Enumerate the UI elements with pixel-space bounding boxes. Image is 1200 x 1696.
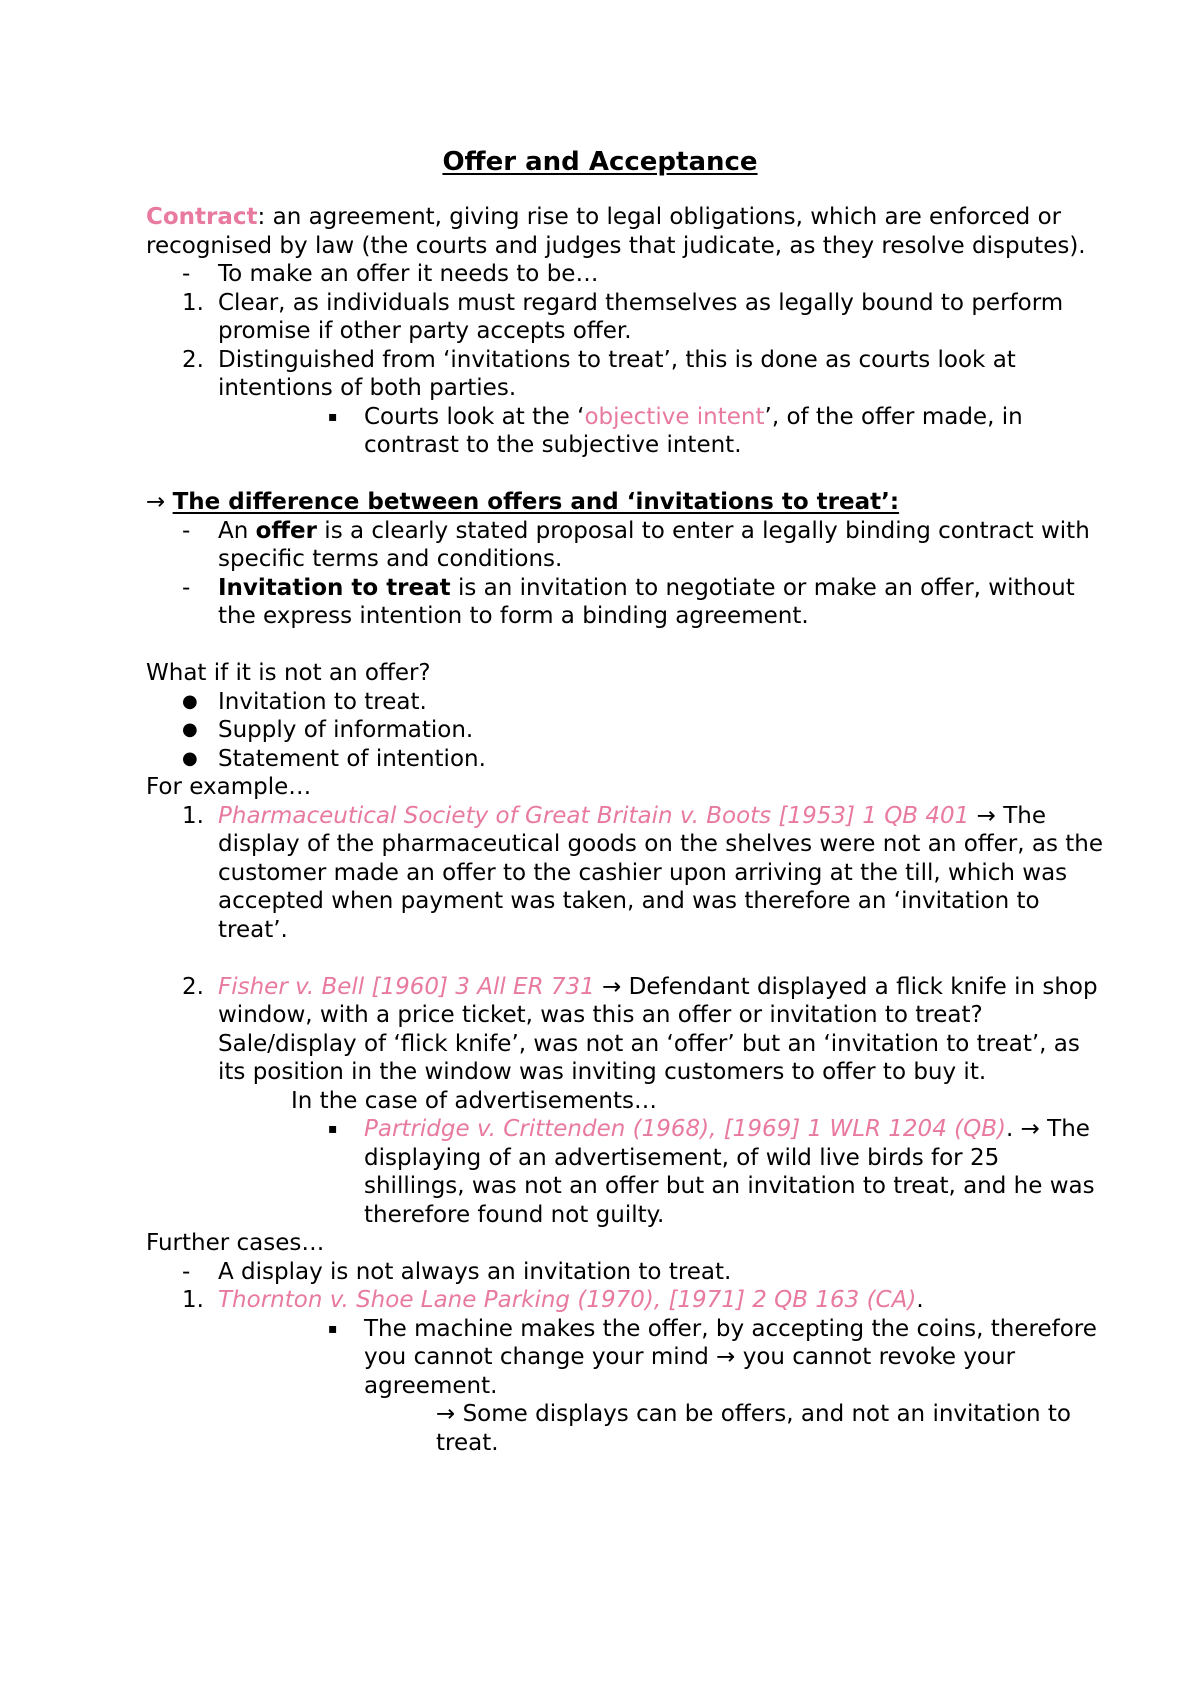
case-2-text [218,973,1106,1087]
objective-text [364,403,1106,460]
list-item-case-2 [146,973,1106,1087]
dash-bullet: - [182,261,191,287]
case-2-description: → Defendant displayed a flick knife in shop window, with a price ticket, was this an offer or invitation to treat? Sale/display of ‘flick knife’, was not an ‘offer’ but an ‘invitation to treat’, as its position in the window was inviting customers to offer to buy it. [218,973,1098,1085]
difference-heading [146,488,1106,517]
list-number: 1. [182,1287,204,1313]
spacer [146,944,1106,973]
list-item-offer-def [146,517,1106,574]
offer-def-text [218,517,1106,574]
offer-post: is a clearly stated proposal to enter a legally binding contract with specific terms and conditions. [218,517,1090,572]
advert-intro: In the case of advertisements… [291,1087,657,1114]
square-bullet-icon: ▪ [328,408,338,425]
some-displays: → Some displays can be offers, and not an invitation to treat. [436,1401,1071,1456]
case-3-name: Partridge v. Crittenden (1968), [1969] 1 WLR 1204 (QB) [364,1116,1006,1142]
not-offer-item: Supply of information. [218,717,474,743]
offer-pre: An [218,517,256,544]
not-offer-question: What if it is not an offer? [146,660,431,686]
display-note-text: A display is not always an invitation to treat. [218,1258,732,1285]
document-body [146,203,1106,1457]
list-number: 2. [182,346,204,373]
for-example: For example… [146,774,312,800]
case-4-text [218,1286,1106,1315]
dot-bullet-icon: ● [182,719,198,740]
difference-heading-text: The difference between offers and ‘invitations to treat’: [172,489,900,515]
itt-def-text [218,574,1106,631]
objective-post: ’, of the offer made, in contrast to the subjective intent. [364,403,1023,458]
objective-pre: Courts look at the ‘ [364,403,585,430]
case-3-text [364,1115,1106,1229]
list-item-machine [146,1315,1106,1401]
dot-bullet-icon: ● [182,747,198,769]
list-item-objective [146,403,1106,460]
itt-term: Invitation to treat [218,574,451,601]
contract-definition [146,203,1106,260]
list-item-display-note [146,1258,1106,1287]
list-item-not-offer-1 [146,688,1106,717]
case-3-description: . → The displaying of an advertisement, of wild live birds for 25 shillings, was not an offer but an invitation to treat, and he was therefore found not guilty. [364,1116,1095,1228]
not-offer-item: Statement of intention. [218,745,486,772]
objective-term: objective intent [584,403,765,430]
case-2-name: Fisher v. Bell [1960] 3 All ER 731 [218,973,595,1000]
square-bullet-icon: ▪ [328,1320,338,1337]
dash-bullet: - [182,574,191,601]
square-bullet-icon: ▪ [328,1121,338,1137]
case-4-description: . [916,1287,924,1313]
list-item-not-offer-3 [146,745,1106,774]
list-number: 1. [182,289,204,316]
spacer [146,631,1106,660]
list-item-case-1 [146,802,1106,945]
further-cases: Further cases… [146,1230,325,1256]
list-item-not-offer-2 [146,716,1106,745]
offer-term: offer [255,517,317,544]
list-item-req-1 [146,289,1106,346]
list-item-case-4 [146,1286,1106,1315]
case-1-name: Pharmaceutical Society of Great Britain v. Boots [1953] 1 QB 401 [218,802,970,829]
contract-term: Contract [146,204,258,230]
list-number: 2. [182,973,204,1000]
arrow-icon: → [146,489,173,515]
list-item-itt-def [146,574,1106,631]
dot-bullet-icon: ● [182,690,198,712]
case-4-name: Thornton v. Shoe Lane Parking (1970), [1971] 2 QB 163 (CA) [218,1287,917,1313]
dash-bullet: - [182,517,191,544]
list-item-req-2 [146,346,1106,403]
not-offer-item: Invitation to treat. [218,688,427,715]
document-title: Offer and Acceptance [442,147,758,177]
case-1-text [218,802,1106,945]
case-1-description: → The display of the pharmaceutical goods on the shelves were not an offer, as the customer made an offer to the cashier upon arriving at the till, which was accepted when payment was taken, and was therefore an ‘invitation to treat’. [218,802,1103,943]
dash-bullet: - [182,1258,191,1285]
list-item-offer-needs [146,260,1106,289]
req-2-text: Distinguished from ‘invitations to treat’, this is done as courts look at intentions of both parties. [218,346,1016,401]
contract-definition-text: : an agreement, giving rise to legal obligations, which are enforced or recognised by law (the courts and judges that judicate, as they resolve disputes). [146,204,1086,259]
list-item-case-3 [146,1115,1106,1229]
spacer [146,460,1106,489]
list-number: 1. [182,802,204,829]
machine-text: The machine makes the offer, by accepting the coins, therefore you cannot change your mind → you cannot revoke your agreement. [364,1315,1097,1399]
offer-needs-text: To make an offer it needs to be… [218,261,599,287]
itt-post: is an invitation to negotiate or make an offer, without the express intention to form a binding agreement. [218,574,1075,629]
req-1-text: Clear, as individuals must regard themselves as legally bound to perform promise if other party accepts offer. [218,289,1064,344]
